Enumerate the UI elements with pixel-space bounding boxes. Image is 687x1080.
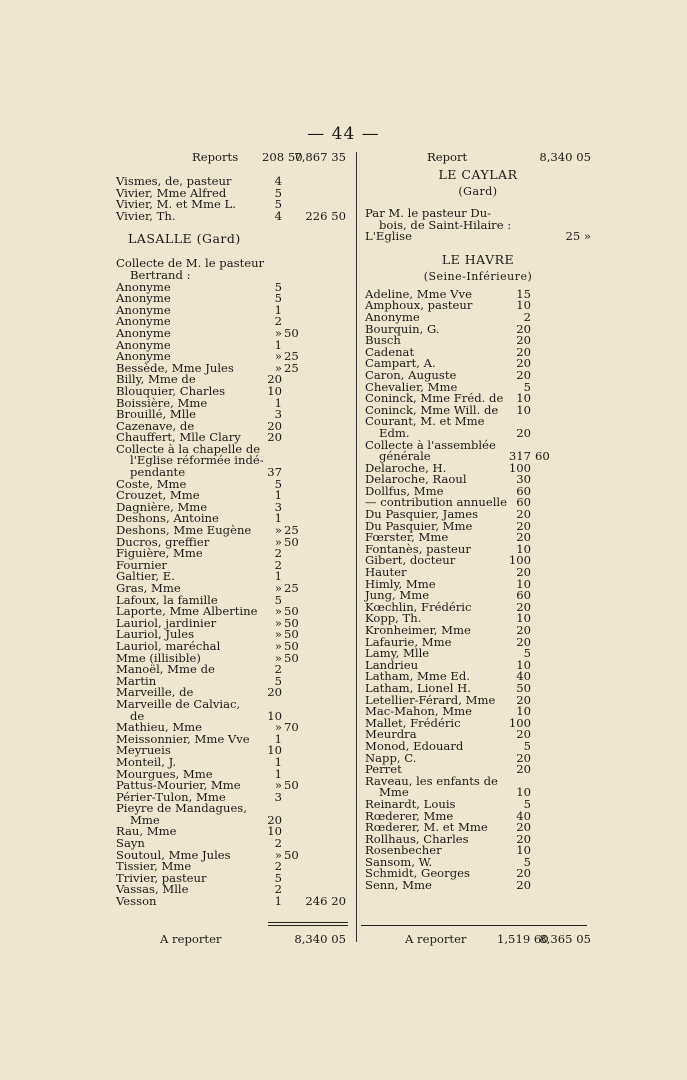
entry-amount: 5 — [523, 379, 531, 394]
entry-name: Cadenat — [365, 344, 415, 359]
entry-name: Bessède, Mme Jules — [116, 360, 234, 375]
entry-name: Bertrand : — [130, 267, 191, 282]
entry-name: l'Eglise réformée indé- — [130, 453, 264, 468]
entry-name: Lafaurie, Mme — [365, 634, 452, 649]
left-column — [116, 152, 350, 908]
entry-amount: » — [274, 847, 282, 862]
entry-amount: 2 — [523, 309, 531, 324]
entry-name: Gras, Mme — [116, 581, 181, 595]
entry-subtotal: 25 » — [565, 229, 591, 244]
report-label: Report — [427, 150, 468, 164]
entry-name: Anonyme — [116, 337, 171, 352]
entry-centimes: 50 — [284, 650, 299, 665]
entry-name: Blouquier, Charles — [116, 383, 226, 398]
entry-name: Marveille, de — [116, 685, 194, 700]
entry-name: Anonyme — [116, 302, 171, 317]
a-reporter-label: A reporter — [160, 932, 222, 946]
left-footer — [116, 922, 350, 952]
right-footer — [365, 922, 591, 952]
entry-name: Fœrster, Mme — [365, 530, 449, 545]
entry-amount: 4 — [274, 174, 282, 188]
total-rule — [268, 922, 348, 923]
entry-name: Meissonnier, Mme Vve — [116, 731, 250, 746]
entry-amount: 5 — [523, 646, 531, 661]
entry-centimes: 50 — [284, 615, 299, 630]
entry-amount: 5 — [523, 796, 531, 811]
entry-amount: 40 — [516, 808, 531, 823]
entry-amount: 2 — [274, 546, 282, 561]
entry-name: bois, de Saint-Hilaire : — [379, 217, 512, 232]
entry-name: Lauriol, maréchal — [116, 638, 221, 653]
entry-amount: 1 — [274, 511, 282, 526]
entry-name: Monteil, J. — [116, 754, 177, 769]
entry-amount: 20 — [516, 565, 531, 580]
entry-name: Rollhaus, Charles — [365, 831, 469, 846]
entry-name: Napp, C. — [365, 750, 417, 765]
entry-amount: 2 — [274, 662, 282, 677]
entry-amount: 20 — [516, 820, 531, 835]
entry-name: Landrieu — [365, 657, 419, 672]
entry-amount: 10 — [516, 576, 531, 591]
entry-name: Coninck, Mme Fréd. de — [365, 391, 504, 406]
entry-name: Bourquin, G. — [365, 321, 440, 336]
entry-name: Perret — [365, 762, 402, 777]
entry-amount: 5 — [274, 592, 282, 607]
entry-name: Hauter — [365, 565, 407, 580]
entry-amount: » — [274, 360, 282, 375]
entry-name: Rœderer, Mme — [365, 808, 454, 823]
entry-amount: » — [274, 650, 282, 665]
entry-name: Meyrueis — [116, 743, 171, 758]
entry-amount: 3 — [274, 407, 282, 422]
ledger-row — [116, 208, 350, 223]
entry-name: Mourgues, Mme — [116, 766, 213, 781]
entry-amount: 100 — [508, 715, 531, 730]
entry-amount: 10 — [516, 657, 531, 672]
entry-amount: 60 — [516, 588, 531, 603]
entry-name: Périer-Tulon, Mme — [116, 789, 226, 804]
entry-name: Edm. — [379, 425, 410, 440]
entry-amount: 10 — [267, 824, 282, 839]
section-subtitle-seine-inferieure: (Seine-Inférieure) — [423, 269, 533, 283]
entry-amount: 10 — [516, 541, 531, 556]
entry-name: Senn, Mme — [365, 878, 432, 893]
entry-name: Anonyme — [116, 349, 171, 364]
entry-centimes: 50 — [284, 325, 299, 340]
a-reporter-label-right: A reporter — [405, 932, 467, 946]
section-title-le-caylar: LE CAYLAR — [438, 167, 518, 182]
entry-amount: 100 — [508, 460, 531, 475]
entry-centimes: 25 — [284, 349, 299, 364]
entry-name: Anonyme — [116, 279, 171, 294]
entry-name: Marveille de Calviac, — [116, 696, 241, 711]
entry-name: Vivier, Th. — [116, 208, 176, 223]
entry-name: pendante — [130, 465, 186, 480]
entry-amount: 5 — [274, 673, 282, 688]
entry-amount: » — [274, 778, 282, 793]
entry-centimes: 50 — [284, 638, 299, 653]
entry-amount: 20 — [516, 425, 531, 440]
right-rows-b — [365, 286, 591, 893]
entry-subtotal: 246 20 — [305, 894, 346, 909]
entry-amount: » — [274, 325, 282, 340]
entry-amount: 20 — [516, 692, 531, 707]
entry-name: Rœderer, M. et Mme — [365, 820, 488, 835]
entry-name: Anonyme — [116, 325, 171, 340]
entry-name: Mac-Mahon, Mme — [365, 704, 472, 719]
section-title-le-havre: LE HAVRE — [441, 251, 515, 267]
entry-name: Dagnière, Mme — [116, 499, 208, 514]
entry-amount: 317 — [508, 449, 531, 464]
entry-name: Anonyme — [116, 314, 171, 329]
entry-name: Coninck, Mme Will. de — [365, 402, 499, 417]
entry-amount: 20 — [516, 321, 531, 336]
report-line — [365, 152, 591, 166]
entry-amount: 20 — [516, 623, 531, 637]
entry-amount: » — [274, 627, 282, 642]
entry-name: Jung, Mme — [365, 588, 430, 603]
entry-name: Lafoux, la famille — [116, 592, 218, 607]
entry-name: Mme — [379, 785, 409, 800]
reports-value-1: 208 50 — [262, 150, 303, 164]
total-rule-double — [268, 925, 348, 926]
a-reporter-total-right: 8,365 05 — [539, 932, 591, 946]
entry-amount: 20 — [516, 507, 531, 522]
ledger-row — [116, 896, 350, 908]
entry-amount: 10 — [267, 743, 282, 758]
entry-amount: 1 — [274, 488, 282, 503]
entry-name: Mathieu, Mme — [116, 720, 203, 735]
entry-amount: 3 — [274, 499, 282, 514]
entry-amount: » — [274, 604, 282, 619]
entry-name: Martin — [116, 673, 157, 688]
entry-name: Adeline, Mme Vve — [365, 286, 472, 301]
entry-name: Dollfus, Mme — [365, 483, 444, 498]
entry-name: Crouzet, Mme — [116, 488, 200, 503]
entry-amount: 2 — [274, 859, 282, 874]
entry-name: Pattus-Mourier, Mme — [116, 778, 241, 793]
entry-amount: 15 — [516, 286, 531, 301]
entry-amount: 40 — [516, 669, 531, 684]
entry-amount: » — [274, 534, 282, 549]
entry-name: Rau, Mme — [116, 824, 177, 839]
entry-centimes: 25 — [284, 523, 299, 538]
entry-name: Meurdra — [365, 727, 417, 742]
entry-amount: 37 — [267, 465, 282, 480]
entry-amount: 3 — [274, 789, 282, 804]
entry-name: Coste, Mme — [116, 476, 187, 491]
entry-name: Chevalier, Mme — [365, 379, 458, 394]
entry-amount: 10 — [516, 704, 531, 719]
entry-name: Delaroche, Raoul — [365, 472, 467, 487]
left-rows-b — [116, 258, 350, 907]
entry-amount: » — [274, 720, 282, 735]
a-reporter-subtotal: 1,519 60 — [497, 932, 549, 946]
entry-name: Gibert, docteur — [365, 553, 456, 568]
ledger-row — [116, 696, 350, 711]
entry-name: — contribution annuelle — [365, 495, 507, 510]
entry-amount: » — [274, 615, 282, 630]
entry-name: Caron, Auguste — [365, 367, 457, 382]
entry-amount: 10 — [516, 611, 531, 626]
entry-amount: 10 — [267, 708, 282, 723]
entry-amount: 10 — [516, 843, 531, 858]
entry-amount: 1 — [274, 337, 282, 352]
entry-amount: 20 — [516, 866, 531, 881]
entry-amount: 20 — [516, 599, 531, 614]
entry-amount: 5 — [523, 854, 531, 869]
entry-amount: 60 — [516, 483, 531, 498]
entry-amount: 1 — [274, 395, 282, 410]
entry-amount: 5 — [274, 291, 282, 306]
entry-name: Boissière, Mme — [116, 395, 208, 410]
entry-amount: 20 — [516, 518, 531, 533]
entry-amount: 20 — [267, 812, 282, 827]
entry-amount: 20 — [516, 634, 531, 649]
entry-amount: 1 — [274, 766, 282, 781]
ledger-row — [116, 826, 350, 838]
entry-amount: 10 — [516, 402, 531, 417]
entry-name: Anonyme — [116, 291, 171, 306]
entry-name: Du Pasquier, Mme — [365, 518, 473, 533]
entry-centimes: 50 — [284, 627, 299, 642]
entry-centimes: 50 — [284, 604, 299, 619]
ledger-row — [365, 880, 591, 892]
report-value: 8,340 05 — [539, 150, 591, 164]
entry-name: Figuière, Mme — [116, 546, 203, 561]
entry-amount: » — [274, 638, 282, 653]
entry-name: Deshons, Antoine — [116, 511, 219, 526]
entry-name: Rosenbecher — [365, 843, 442, 858]
entry-amount: 100 — [508, 553, 531, 568]
entry-amount: 20 — [516, 367, 531, 382]
entry-name: Lamy, Mlle — [365, 646, 430, 661]
entry-name: Billy, Mme de — [116, 372, 196, 387]
entry-name: Tissier, Mme — [116, 859, 192, 874]
entry-amount: 50 — [516, 680, 531, 695]
left-rows-a — [116, 176, 350, 222]
entry-name: Mme — [130, 812, 160, 827]
entry-amount: 20 — [516, 356, 531, 371]
entry-centimes: 50 — [284, 847, 299, 862]
entry-amount: 20 — [267, 685, 282, 700]
entry-name: Reinardt, Louis — [365, 796, 456, 811]
entry-name: de — [130, 708, 145, 723]
entry-name: Kronheimer, Mme — [365, 623, 471, 637]
entry-subtotal: 226 50 — [305, 208, 346, 223]
entry-amount: 5 — [274, 279, 282, 294]
page-number: — 44 — — [307, 124, 380, 144]
entry-amount: 1 — [274, 731, 282, 746]
entry-amount: 1 — [274, 302, 282, 317]
entry-amount: 5 — [274, 185, 282, 200]
entry-amount: 2 — [274, 836, 282, 851]
entry-name: Delaroche, H. — [365, 460, 447, 475]
entry-name: Collecte à l'assemblée — [365, 437, 496, 452]
a-reporter-total: 8,340 05 — [294, 932, 346, 946]
entry-name: L'Eglise — [365, 229, 412, 244]
entry-name: Galtier, E. — [116, 569, 175, 584]
entry-name: Kœchlin, Frédéric — [365, 599, 472, 614]
entry-name: Vivier, M. et Mme L. — [116, 197, 236, 212]
right-column — [365, 152, 591, 892]
entry-amount: 20 — [516, 530, 531, 545]
entry-name: Amphoux, pasteur — [365, 298, 473, 313]
entry-centimes: 60 — [535, 449, 550, 464]
entry-name: générale — [379, 449, 431, 464]
entry-name: Collecte à la chapelle de — [116, 441, 261, 456]
entry-name: Busch — [365, 333, 401, 348]
entry-amount: 10 — [516, 298, 531, 313]
entry-name: Du Pasquier, James — [365, 507, 479, 522]
entry-name: Trivier, pasteur — [116, 870, 207, 885]
entry-name: Manoël, Mme de — [116, 662, 215, 677]
entry-name: Chauffert, Mlle Clary — [116, 430, 241, 445]
entry-amount: 20 — [516, 727, 531, 742]
entry-name: Mme (illisible) — [116, 650, 201, 665]
entry-name: Vesson — [116, 894, 157, 909]
entry-amount: » — [274, 349, 282, 364]
entry-name: Soutoul, Mme Jules — [116, 847, 231, 862]
entry-name: Collecte de M. le pasteur — [116, 256, 265, 271]
section-title-lasalle: LASALLE (Gard) — [128, 231, 241, 247]
entry-amount: 20 — [516, 333, 531, 348]
entry-amount: » — [274, 581, 282, 595]
entry-name: Cazenave, de — [116, 418, 195, 433]
entry-amount: 20 — [516, 762, 531, 777]
reports-value-2: 7,867 35 — [294, 150, 346, 164]
entry-name: Lauriol, jardinier — [116, 615, 217, 630]
entry-centimes: 25 — [284, 581, 299, 595]
section-subtitle-gard: (Gard) — [458, 185, 498, 198]
entry-amount: 1 — [274, 569, 282, 584]
entry-amount: 10 — [267, 383, 282, 398]
entry-amount: 4 — [274, 208, 282, 223]
entry-amount: 30 — [516, 472, 531, 487]
entry-amount: 20 — [516, 750, 531, 765]
entry-name: Ducros, greffier — [116, 534, 210, 549]
entry-amount: 5 — [274, 870, 282, 885]
entry-amount: 1 — [274, 894, 282, 909]
entry-amount: 2 — [274, 557, 282, 572]
entry-amount: 20 — [267, 372, 282, 387]
entry-amount: 20 — [267, 430, 282, 445]
entry-name: Brouillé, Mlle — [116, 407, 197, 422]
reports-label: Reports — [192, 150, 239, 164]
entry-amount: 20 — [516, 344, 531, 359]
entry-name: Lauriol, Jules — [116, 627, 195, 642]
entry-name: Raveau, les enfants de — [365, 773, 498, 788]
reports-line — [116, 152, 350, 166]
entry-centimes: 50 — [284, 534, 299, 549]
right-rows-a — [365, 208, 591, 243]
entry-name: Letellier-Férard, Mme — [365, 692, 496, 707]
entry-centimes: 70 — [284, 720, 299, 735]
entry-amount: 20 — [516, 831, 531, 846]
entry-amount: 5 — [274, 476, 282, 491]
entry-amount: 10 — [516, 785, 531, 800]
entry-name: Schmidt, Georges — [365, 866, 470, 881]
entry-name: Latham, Mme Ed. — [365, 669, 470, 684]
entry-name: Pieyre de Mandagues, — [116, 801, 247, 816]
entry-amount: 5 — [274, 197, 282, 212]
entry-amount: 1 — [274, 754, 282, 769]
entry-name: Laporte, Mme Albertine — [116, 604, 258, 619]
entry-centimes: 50 — [284, 778, 299, 793]
entry-amount: 2 — [274, 882, 282, 897]
entry-name: Deshons, Mme Eugène — [116, 523, 252, 538]
entry-name: Latham, Lionel H. — [365, 680, 471, 695]
footer-rule — [361, 925, 587, 926]
entry-centimes: 25 — [284, 360, 299, 375]
entry-name: Fournier — [116, 557, 167, 572]
entry-name: Kopp, Th. — [365, 611, 422, 626]
entry-name: Sayn — [116, 836, 145, 851]
entry-amount: 20 — [516, 878, 531, 893]
entry-name: Vassas, Mlle — [116, 882, 189, 897]
column-divider — [356, 152, 357, 942]
entry-name: Himly, Mme — [365, 576, 436, 591]
entry-name: Vismes, de, pasteur — [116, 174, 232, 188]
entry-name: Campart, A. — [365, 356, 436, 371]
entry-amount: 2 — [274, 314, 282, 329]
entry-name: Monod, Edouard — [365, 738, 464, 753]
ledger-row — [365, 231, 591, 243]
entry-amount: 5 — [523, 738, 531, 753]
entry-name: Sansom, W. — [365, 854, 433, 869]
entry-name: Fontanès, pasteur — [365, 541, 471, 556]
entry-name: Par M. le pasteur Du- — [365, 206, 492, 220]
entry-name: Courant, M. et Mme — [365, 414, 485, 429]
entry-amount: 20 — [267, 418, 282, 433]
entry-name: Mallet, Frédéric — [365, 715, 461, 730]
entry-amount: 60 — [516, 495, 531, 510]
entry-amount: 10 — [516, 391, 531, 406]
entry-name: Vivier, Mme Alfred — [116, 185, 227, 200]
entry-amount: » — [274, 523, 282, 538]
entry-name: Anonyme — [365, 309, 420, 324]
